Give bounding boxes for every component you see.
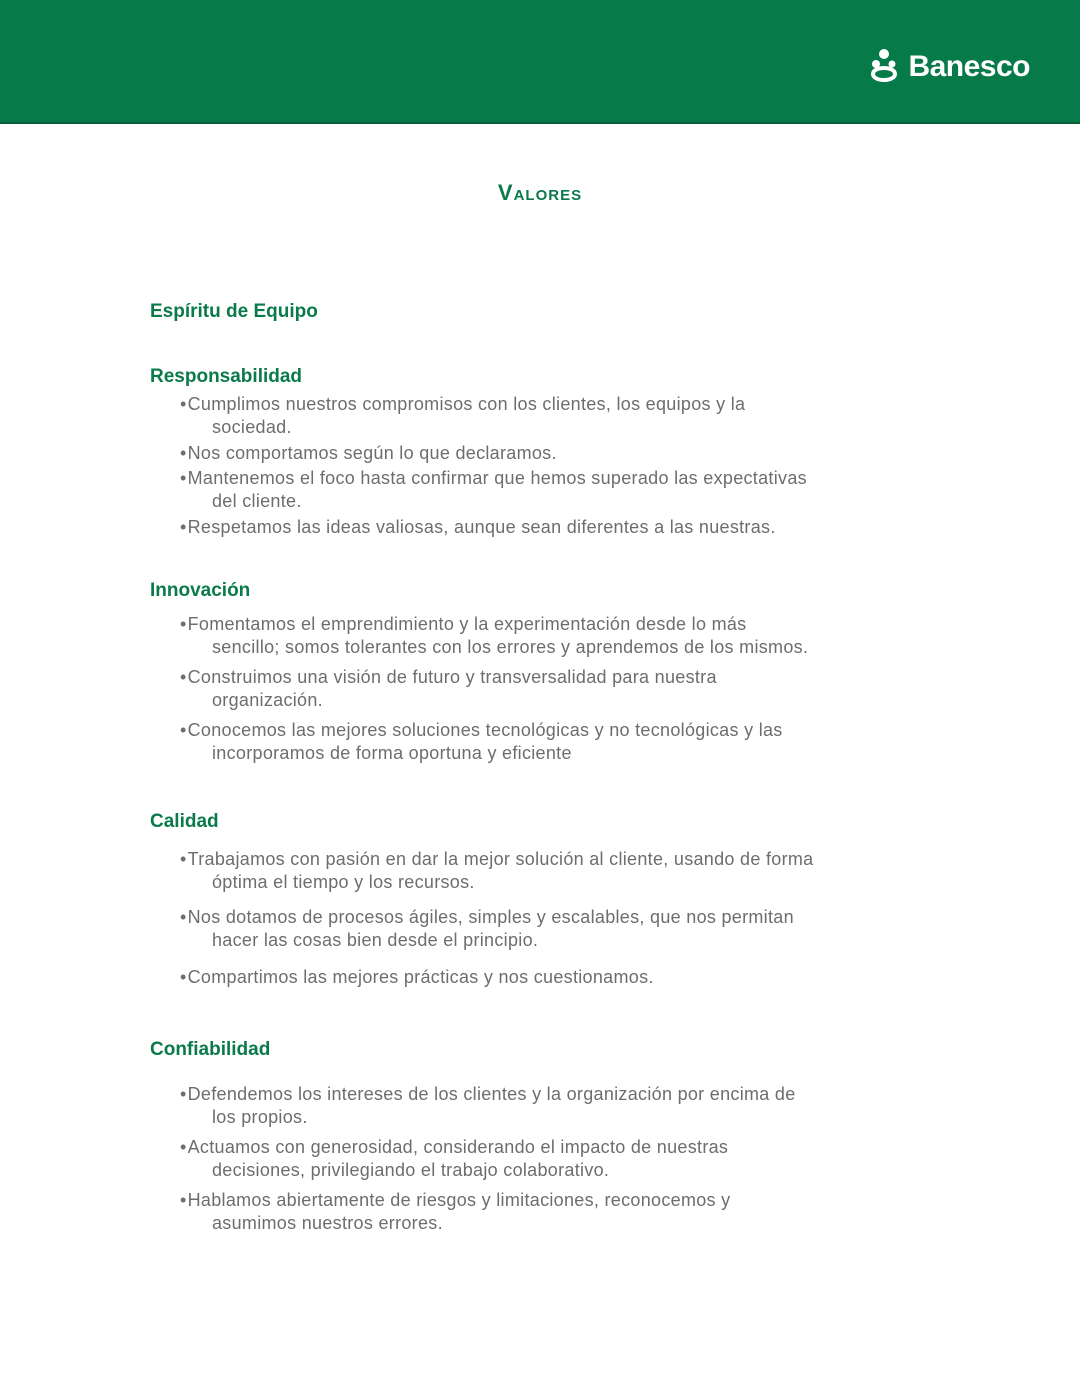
list-item: •Fomentamos el emprendimiento y la experimentación desde lo más sencillo; somos tolerantes con los errores y aprendemos de los mismos. [180, 614, 809, 657]
list-item: •Nos dotamos de procesos ágiles, simples y escalables, que nos permitan hacer las cosas bien desde el principio. [180, 907, 794, 950]
list-item: •Trabajamos con pasión en dar la mejor solución al cliente, usando de forma óptima el tiempo y los recursos. [180, 849, 814, 892]
section-heading-innovacion: Innovación [150, 580, 251, 601]
page-title: Valores [497, 180, 583, 205]
list-item: •Construimos una visión de futuro y transversalidad para nuestra organización. [180, 667, 717, 710]
section-heading-responsabilidad: Responsabilidad [150, 366, 303, 387]
list-item: •Respetamos las ideas valiosas, aunque sean diferentes a las nuestras. [180, 517, 776, 537]
list-item: •Actuamos con generosidad, considerando el impacto de nuestras decisiones, privilegiando el trabajo colaborativo. [180, 1137, 729, 1180]
section-heading-espiritu-de-equipo: Espíritu de Equipo [150, 301, 318, 322]
list-item: •Conocemos las mejores soluciones tecnológicas y no tecnológicas y las incorporamos de forma oportuna y eficiente [180, 720, 783, 763]
section-heading-confiabilidad: Confiabilidad [150, 1039, 271, 1060]
page-header [0, 0, 1080, 124]
list-item: •Nos comportamos según lo que declaramos. [180, 443, 557, 463]
section-heading-calidad: Calidad [150, 811, 219, 832]
list-item: •Compartimos las mejores prácticas y nos cuestionamos. [180, 967, 654, 987]
list-item: •Mantenemos el foco hasta confirmar que hemos superado las expectativas del cliente. [180, 468, 807, 511]
list-item: •Defendemos los intereses de los clientes y la organización por encima de los propios. [180, 1084, 796, 1127]
banesco-figure-icon [870, 48, 904, 86]
brand-name: Banesco [908, 50, 1030, 83]
brand-logo [870, 48, 1030, 86]
list-item: •Hablamos abiertamente de riesgos y limitaciones, reconocemos y asumimos nuestros errores. [180, 1190, 731, 1233]
list-item: •Cumplimos nuestros compromisos con los clientes, los equipos y la sociedad. [180, 394, 746, 437]
